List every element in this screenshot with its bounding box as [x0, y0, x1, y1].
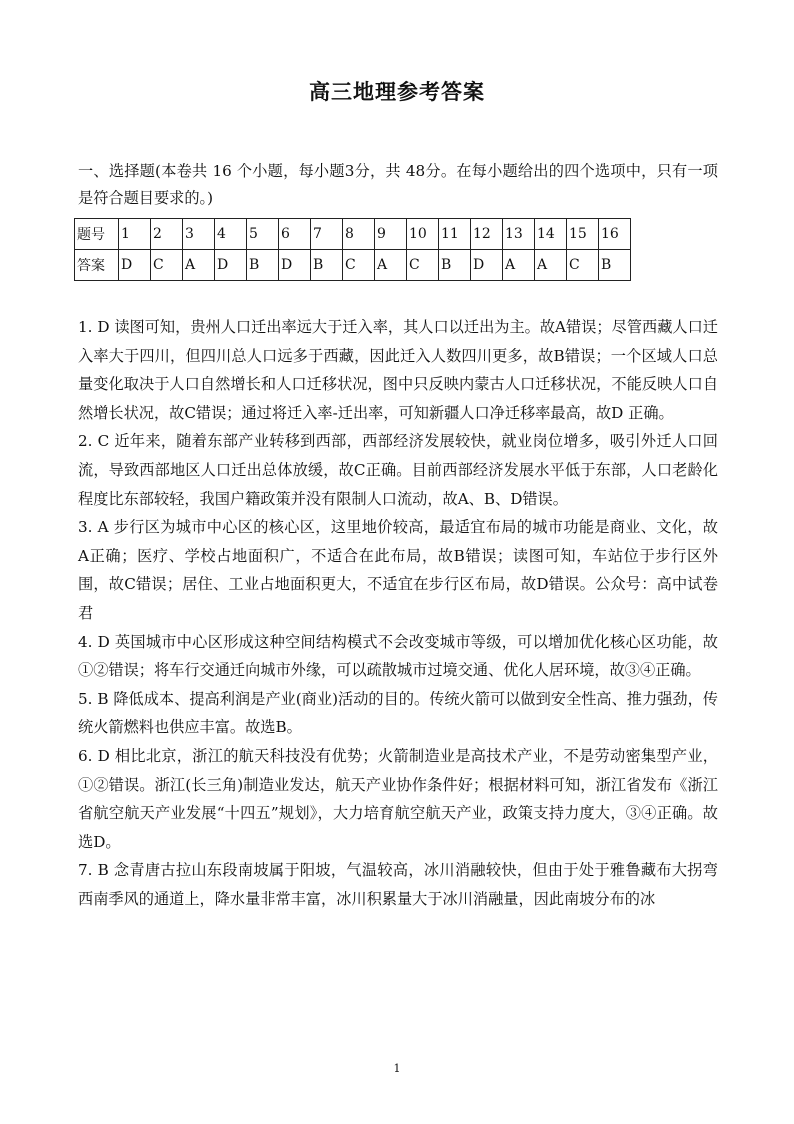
answer-cell: B: [311, 250, 343, 281]
number-cell: 2: [151, 219, 183, 250]
explanation-paragraph: 1. D 读图可知，贵州人口迁出率远大于迁入率，其人口以迁出为主。故A错误；尽管西藏人口迁入率大于四川，但四川总人口远多于西藏，因此迁入人数四川更多，故B错误；一个区域人口总量变化取决于人口自然增长和人口迁移状况，图中只反映内蒙古人口迁移状况，不能反映人口自然增长状况，故C错误；通过将迁入率-迁出率，可知新疆人口净迁移率最高，故D 正确。: [78, 318, 718, 422]
explanation-paragraph: 6. D 相比北京，浙江的航天科技没有优势；火箭制造业是高技术产业，不是劳动密集型产业，①②错误。浙江(长三角)制造业发达，航天产业协作条件好；根据材料可知，浙江省发布《浙江省航空航天产业发展“十四五”规划》，大力培育航空航天产业，政策支持力度大，③④正确。故选D。: [78, 746, 718, 851]
number-row: [75, 219, 631, 250]
explanation-paragraph: 2. C 近年来，随着东部产业转移到西部，西部经济发展较快，就业岗位增多，吸引外迁人口回流，导致西部地区人口迁出总体放缓，故C正确。目前西部经济发展水平低于东部，人口老龄化程度比东部较轻，我国户籍政策并没有限制人口流动，故A、B、D错误。: [78, 432, 718, 508]
answer-cell: A: [535, 250, 567, 281]
number-cell: 8: [343, 219, 375, 250]
number-cell: 16: [599, 219, 631, 250]
page-title: 高三地理参考答案: [309, 79, 485, 104]
answer-cell: C: [407, 250, 439, 281]
number-cell: 15: [567, 219, 599, 250]
answer-row: [75, 250, 631, 281]
number-cell: 10: [407, 219, 439, 250]
row-label: 答案: [75, 250, 119, 281]
explanation-paragraph: 4. D 英国城市中心区形成这种空间结构模式不会改变城市等级，可以增加优化核心区功能，故①②错误；将车行交通迁向城市外缘，可以疏散城市过境交通、优化人居环境，故③④正确。: [78, 632, 718, 680]
answer-table: [74, 218, 631, 281]
answer-cell: D: [215, 250, 247, 281]
number-cell: 11: [439, 219, 471, 250]
answer-cell: A: [183, 250, 215, 281]
answer-explanations: [78, 313, 718, 913]
row-label: 题号: [75, 219, 119, 250]
explanation-paragraph: 5. B 降低成本、提高利润是产业(商业)活动的目的。传统火箭可以做到安全性高、推力强劲，传统火箭燃料也供应丰富。故选B。: [78, 689, 718, 737]
explanation-paragraph: 7. B 念青唐古拉山东段南坡属于阳坡，气温较高，冰川消融较快，但由于处于雅鲁藏布大拐弯西南季风的通道上，降水量非常丰富，冰川积累量大于冰川消融量，因此南坡分布的冰: [78, 861, 718, 908]
answer-cell: D: [471, 250, 503, 281]
number-cell: 12: [471, 219, 503, 250]
answer-cell: C: [567, 250, 599, 281]
number-cell: 6: [279, 219, 311, 250]
answer-cell: B: [247, 250, 279, 281]
number-cell: 7: [311, 219, 343, 250]
number-cell: 13: [503, 219, 535, 250]
answer-cell: A: [503, 250, 535, 281]
answer-cell: D: [119, 250, 151, 281]
explanation-paragraph: 3. A 步行区为城市中心区的核心区，这里地价较高，最适宜布局的城市功能是商业、文化，故 A正确；医疗、学校占地面积广，不适合在此布局，故B错误；读图可知，车站位于步行区外围，故C错误；居住、工业占地面积更大，不适宜在步行区布局，故D错误。公众号：高中试卷君: [78, 518, 718, 622]
number-cell: 4: [215, 219, 247, 250]
number-cell: 1: [119, 219, 151, 250]
section-intro: 一、选择题(本卷共 16 个小题，每小题3分，共 48分。在每小题给出的四个选项中，只有一项是符合题目要求的。): [78, 162, 718, 207]
number-cell: 14: [535, 219, 567, 250]
answer-cell: B: [439, 250, 471, 281]
answer-cell: D: [279, 250, 311, 281]
number-cell: 5: [247, 219, 279, 250]
answer-cell: C: [343, 250, 375, 281]
number-cell: 9: [375, 219, 407, 250]
answer-cell: A: [375, 250, 407, 281]
answer-cell: C: [151, 250, 183, 281]
page-number: 1: [393, 1062, 401, 1075]
answer-cell: B: [599, 250, 631, 281]
number-cell: 3: [183, 219, 215, 250]
